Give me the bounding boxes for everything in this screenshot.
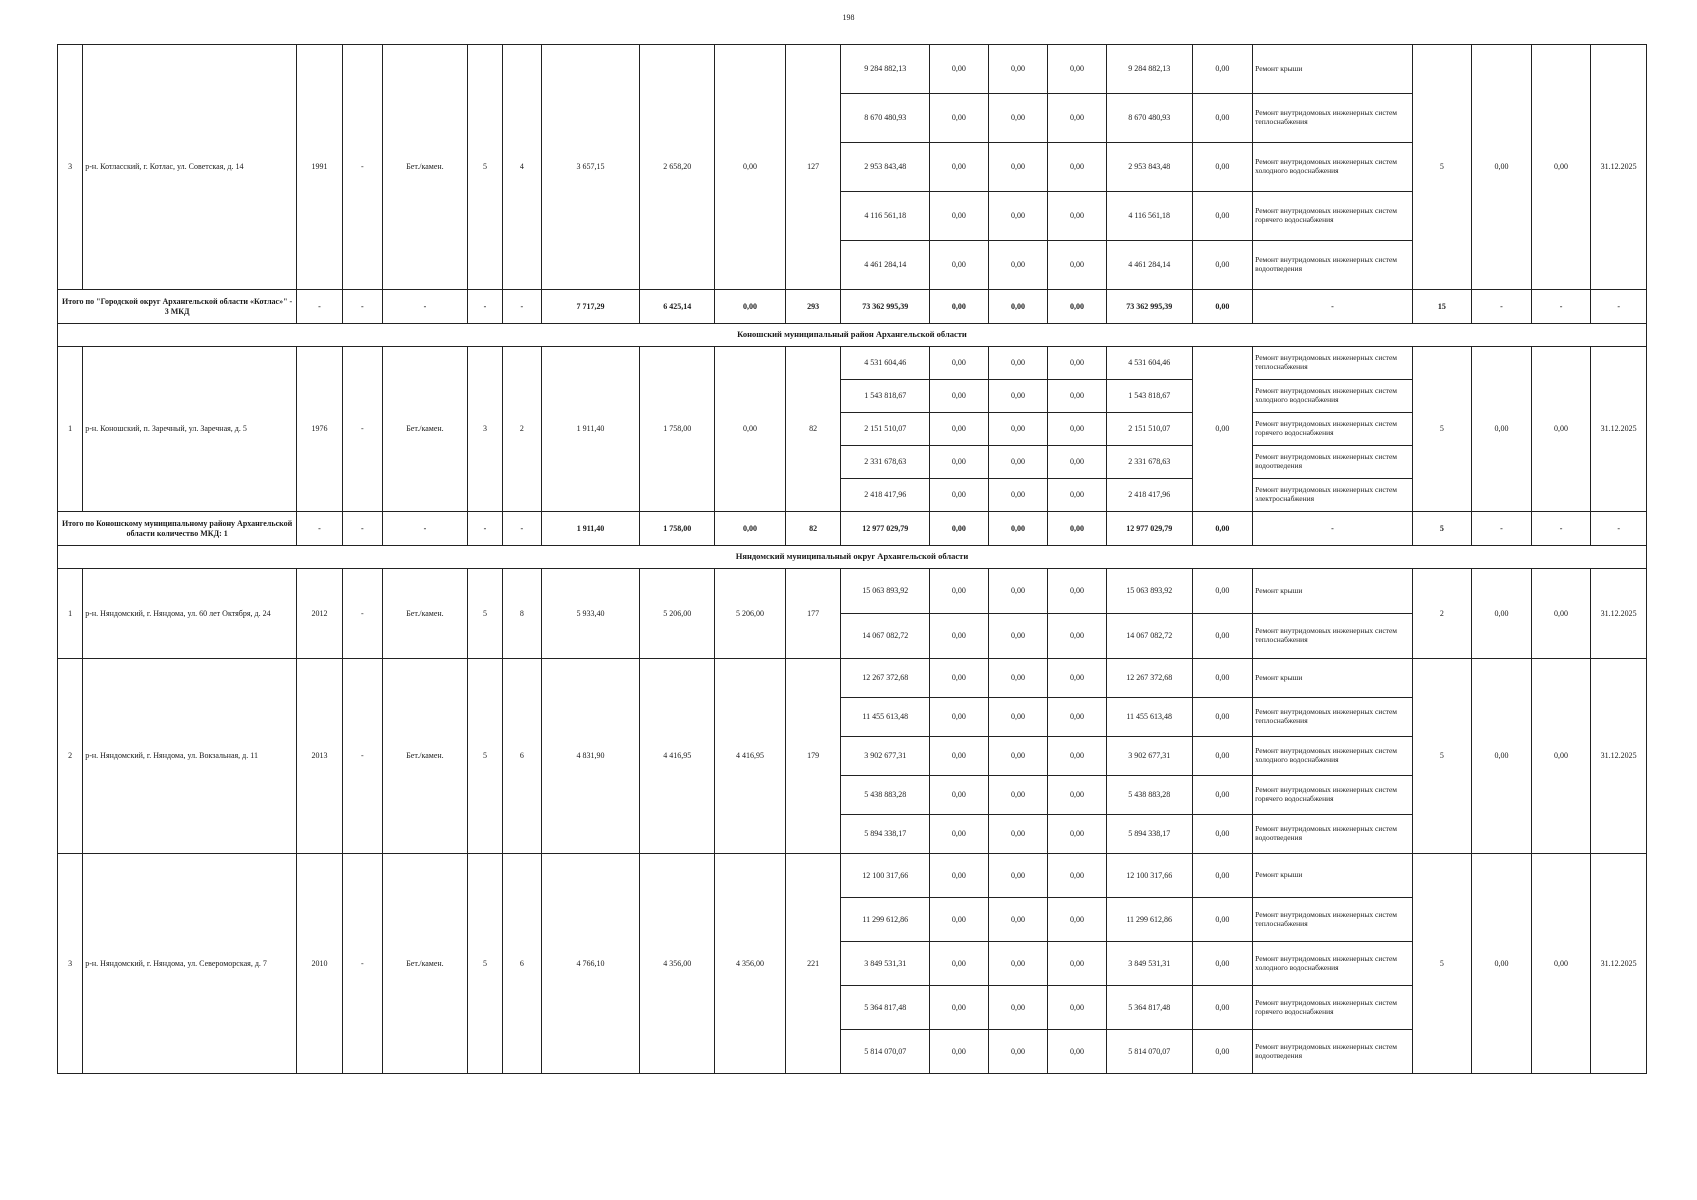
work-total: 2 953 843,48 xyxy=(1106,143,1192,192)
work-total: 2 331 678,63 xyxy=(1106,446,1192,479)
work-total: 14 067 082,72 xyxy=(1106,614,1192,659)
work-a: 0,00 xyxy=(930,380,989,413)
work-total: 5 438 883,28 xyxy=(1106,776,1192,815)
work-row xyxy=(58,854,1647,898)
house-area-total: 1 911,40 xyxy=(541,347,640,512)
total-a: 0,00 xyxy=(930,290,989,324)
house-cost-b: 0,00 xyxy=(1531,659,1591,854)
house-deadline: 31.12.2025 xyxy=(1591,854,1647,1074)
work-d: 0,00 xyxy=(1192,143,1253,192)
work-cost: 1 543 818,67 xyxy=(841,380,930,413)
work-cost: 12 267 372,68 xyxy=(841,659,930,698)
work-name: Ремонт внутридомовых инженерных систем горячего водоснабжения xyxy=(1253,192,1413,241)
work-a: 0,00 xyxy=(930,986,989,1030)
house-number: 1 xyxy=(58,347,83,512)
total-c: 0,00 xyxy=(1048,290,1107,324)
work-total: 2 151 510,07 xyxy=(1106,413,1192,446)
work-a: 0,00 xyxy=(930,1030,989,1074)
total-dash: - xyxy=(383,290,468,324)
work-cost: 3 849 531,31 xyxy=(841,942,930,986)
house-dash: - xyxy=(342,854,382,1074)
house-area-total: 4 766,10 xyxy=(541,854,640,1074)
work-d: 0,00 xyxy=(1192,94,1253,143)
house-material: Бет./камен. xyxy=(383,45,468,290)
work-name: Ремонт внутридомовых инженерных систем горячего водоснабжения xyxy=(1253,776,1413,815)
house-area-total: 4 831,90 xyxy=(541,659,640,854)
work-a: 0,00 xyxy=(930,479,989,512)
work-b: 0,00 xyxy=(988,737,1048,776)
work-total: 5 364 817,48 xyxy=(1106,986,1192,1030)
total-dash: - xyxy=(1472,290,1532,324)
work-cost: 5 438 883,28 xyxy=(841,776,930,815)
house-cost-a: 0,00 xyxy=(1472,45,1532,290)
total-dash: - xyxy=(297,512,342,546)
work-d: 0,00 xyxy=(1192,192,1253,241)
house-deadline: 31.12.2025 xyxy=(1591,569,1647,659)
house-floors: 3 xyxy=(467,347,502,512)
work-name: Ремонт крыши xyxy=(1253,569,1413,614)
total-row xyxy=(58,290,1647,324)
work-b: 0,00 xyxy=(988,413,1048,446)
work-name: Ремонт внутридомовых инженерных систем водоотведения xyxy=(1253,815,1413,854)
work-b: 0,00 xyxy=(988,898,1048,942)
work-b: 0,00 xyxy=(988,698,1048,737)
work-cost: 2 418 417,96 xyxy=(841,479,930,512)
work-d: 0,00 xyxy=(1192,698,1253,737)
total-dash: - xyxy=(1591,290,1647,324)
work-a: 0,00 xyxy=(930,413,989,446)
work-d: 0,00 xyxy=(1192,1030,1253,1074)
work-name: Ремонт внутридомовых инженерных систем водоотведения xyxy=(1253,1030,1413,1074)
house-cost-a: 0,00 xyxy=(1472,659,1532,854)
work-b: 0,00 xyxy=(988,776,1048,815)
work-total: 8 670 480,93 xyxy=(1106,94,1192,143)
total-works-count: 15 xyxy=(1412,290,1472,324)
work-d: 0,00 xyxy=(1192,898,1253,942)
work-total: 4 461 284,14 xyxy=(1106,241,1192,290)
total-sum: 73 362 995,39 xyxy=(1106,290,1192,324)
work-a: 0,00 xyxy=(930,45,989,94)
house-residents: 179 xyxy=(785,659,841,854)
house-area-living: 4 356,00 xyxy=(640,854,715,1074)
house-material: Бет./камен. xyxy=(383,659,468,854)
work-c: 0,00 xyxy=(1048,241,1107,290)
house-area-c: 0,00 xyxy=(715,45,786,290)
work-total: 12 100 317,66 xyxy=(1106,854,1192,898)
house-address: р-н. Няндомский, г. Няндома, ул. Вокзальная, д. 11 xyxy=(83,659,297,854)
work-c: 0,00 xyxy=(1048,347,1107,380)
house-works-count: 5 xyxy=(1412,659,1472,854)
work-b: 0,00 xyxy=(988,94,1048,143)
work-b: 0,00 xyxy=(988,614,1048,659)
work-d: 0,00 xyxy=(1192,737,1253,776)
house-address: р-н. Коношский, п. Заречный, ул. Заречная, д. 5 xyxy=(83,347,297,512)
work-total: 15 063 893,92 xyxy=(1106,569,1192,614)
house-cost-b: 0,00 xyxy=(1531,347,1591,512)
work-a: 0,00 xyxy=(930,192,989,241)
house-works-count: 2 xyxy=(1412,569,1472,659)
house-entrances: 4 xyxy=(503,45,541,290)
house-number: 3 xyxy=(58,45,83,290)
total-dash: - xyxy=(503,512,541,546)
house-year: 2013 xyxy=(297,659,342,854)
work-name: Ремонт внутридомовых инженерных систем горячего водоснабжения xyxy=(1253,413,1413,446)
house-material: Бет./камен. xyxy=(383,347,468,512)
house-area-living: 1 758,00 xyxy=(640,347,715,512)
work-d: 0,00 xyxy=(1192,45,1253,94)
work-c: 0,00 xyxy=(1048,45,1107,94)
work-cost: 5 814 070,07 xyxy=(841,1030,930,1074)
house-year: 2010 xyxy=(297,854,342,1074)
house-area-c: 4 416,95 xyxy=(715,659,786,854)
work-row xyxy=(58,347,1647,380)
total-dash: - xyxy=(1591,512,1647,546)
work-a: 0,00 xyxy=(930,737,989,776)
house-works-count: 5 xyxy=(1412,854,1472,1074)
house-dash: - xyxy=(342,347,382,512)
total-area-living: 1 758,00 xyxy=(640,512,715,546)
work-name: Ремонт внутридомовых инженерных систем электроснабжения xyxy=(1253,479,1413,512)
work-c: 0,00 xyxy=(1048,898,1107,942)
work-name: Ремонт крыши xyxy=(1253,659,1413,698)
work-b: 0,00 xyxy=(988,446,1048,479)
house-dash: - xyxy=(342,659,382,854)
house-deadline: 31.12.2025 xyxy=(1591,45,1647,290)
work-row xyxy=(58,45,1647,94)
work-cost: 2 151 510,07 xyxy=(841,413,930,446)
work-cost: 15 063 893,92 xyxy=(841,569,930,614)
house-floors: 5 xyxy=(467,45,502,290)
house-residents: 82 xyxy=(785,347,841,512)
work-total: 11 455 613,48 xyxy=(1106,698,1192,737)
work-cost: 5 364 817,48 xyxy=(841,986,930,1030)
work-c: 0,00 xyxy=(1048,380,1107,413)
work-d: 0,00 xyxy=(1192,241,1253,290)
work-a: 0,00 xyxy=(930,614,989,659)
work-b: 0,00 xyxy=(988,986,1048,1030)
work-b: 0,00 xyxy=(988,143,1048,192)
work-b: 0,00 xyxy=(988,241,1048,290)
house-floors: 5 xyxy=(467,854,502,1074)
house-year: 1991 xyxy=(297,45,342,290)
work-c: 0,00 xyxy=(1048,1030,1107,1074)
work-a: 0,00 xyxy=(930,347,989,380)
work-c: 0,00 xyxy=(1048,942,1107,986)
work-total: 9 284 882,13 xyxy=(1106,45,1192,94)
house-cost-b: 0,00 xyxy=(1531,569,1591,659)
work-a: 0,00 xyxy=(930,446,989,479)
work-total: 3 849 531,31 xyxy=(1106,942,1192,986)
work-c: 0,00 xyxy=(1048,659,1107,698)
work-cost: 4 116 561,18 xyxy=(841,192,930,241)
house-deadline: 31.12.2025 xyxy=(1591,659,1647,854)
capital-repair-table xyxy=(57,44,1647,1074)
total-dash: - xyxy=(1531,290,1591,324)
work-b: 0,00 xyxy=(988,1030,1048,1074)
total-cost: 73 362 995,39 xyxy=(841,290,930,324)
total-label: Итого по Коношскому муниципальному району Архангельской области количество МКД: 1 xyxy=(58,512,297,546)
total-residents: 82 xyxy=(785,512,841,546)
total-work-dash: - xyxy=(1253,290,1413,324)
work-name: Ремонт внутридомовых инженерных систем водоотведения xyxy=(1253,241,1413,290)
work-d: 0,00 xyxy=(1192,569,1253,614)
total-area: 1 911,40 xyxy=(541,512,640,546)
work-cost: 2 953 843,48 xyxy=(841,143,930,192)
house-dash: - xyxy=(342,45,382,290)
work-row xyxy=(58,569,1647,614)
work-name: Ремонт внутридомовых инженерных систем теплоснабжения xyxy=(1253,614,1413,659)
total-b: 0,00 xyxy=(988,512,1048,546)
work-name: Ремонт внутридомовых инженерных систем теплоснабжения xyxy=(1253,347,1413,380)
house-material: Бет./камен. xyxy=(383,854,468,1074)
work-cost: 3 902 677,31 xyxy=(841,737,930,776)
total-area-c: 0,00 xyxy=(715,512,786,546)
work-a: 0,00 xyxy=(930,815,989,854)
house-area-total: 3 657,15 xyxy=(541,45,640,290)
section-title: Няндомский муниципальный округ Архангельской области xyxy=(58,546,1647,569)
work-d: 0,00 xyxy=(1192,942,1253,986)
work-cost: 12 100 317,66 xyxy=(841,854,930,898)
work-name: Ремонт крыши xyxy=(1253,45,1413,94)
work-c: 0,00 xyxy=(1048,815,1107,854)
work-name: Ремонт внутридомовых инженерных систем водоотведения xyxy=(1253,446,1413,479)
work-c: 0,00 xyxy=(1048,737,1107,776)
page-number: 198 xyxy=(842,13,855,22)
house-address: р-н. Няндомский, г. Няндома, ул. 60 лет Октября, д. 24 xyxy=(83,569,297,659)
house-cost-a: 0,00 xyxy=(1472,569,1532,659)
work-c: 0,00 xyxy=(1048,192,1107,241)
work-cost: 4 531 604,46 xyxy=(841,347,930,380)
total-dash: - xyxy=(383,512,468,546)
house-area-total: 5 933,40 xyxy=(541,569,640,659)
work-a: 0,00 xyxy=(930,143,989,192)
work-d: 0,00 xyxy=(1192,614,1253,659)
work-c: 0,00 xyxy=(1048,986,1107,1030)
house-residents: 127 xyxy=(785,45,841,290)
work-total: 1 543 818,67 xyxy=(1106,380,1192,413)
work-d: 0,00 xyxy=(1192,347,1253,512)
section-row xyxy=(58,546,1647,569)
house-entrances: 2 xyxy=(503,347,541,512)
house-address: р-н. Няндомский, г. Няндома, ул. Североморская, д. 7 xyxy=(83,854,297,1074)
house-material: Бет./камен. xyxy=(383,569,468,659)
house-number: 1 xyxy=(58,569,83,659)
work-b: 0,00 xyxy=(988,854,1048,898)
work-a: 0,00 xyxy=(930,94,989,143)
work-b: 0,00 xyxy=(988,192,1048,241)
house-works-count: 5 xyxy=(1412,347,1472,512)
total-row xyxy=(58,512,1647,546)
work-b: 0,00 xyxy=(988,942,1048,986)
total-b: 0,00 xyxy=(988,290,1048,324)
work-cost: 14 067 082,72 xyxy=(841,614,930,659)
total-dash: - xyxy=(342,512,382,546)
work-total: 2 418 417,96 xyxy=(1106,479,1192,512)
work-total: 4 531 604,46 xyxy=(1106,347,1192,380)
house-entrances: 8 xyxy=(503,569,541,659)
house-area-c: 0,00 xyxy=(715,347,786,512)
total-area-living: 6 425,14 xyxy=(640,290,715,324)
house-dash: - xyxy=(342,569,382,659)
work-b: 0,00 xyxy=(988,380,1048,413)
work-b: 0,00 xyxy=(988,479,1048,512)
work-c: 0,00 xyxy=(1048,413,1107,446)
work-cost: 9 284 882,13 xyxy=(841,45,930,94)
house-area-c: 4 356,00 xyxy=(715,854,786,1074)
work-cost: 11 455 613,48 xyxy=(841,698,930,737)
house-cost-a: 0,00 xyxy=(1472,347,1532,512)
house-cost-b: 0,00 xyxy=(1531,854,1591,1074)
total-works-count: 5 xyxy=(1412,512,1472,546)
house-year: 1976 xyxy=(297,347,342,512)
total-a: 0,00 xyxy=(930,512,989,546)
section-title: Коношский муниципальный район Архангельской области xyxy=(58,324,1647,347)
house-floors: 5 xyxy=(467,569,502,659)
house-residents: 177 xyxy=(785,569,841,659)
work-name: Ремонт внутридомовых инженерных систем холодного водоснабжения xyxy=(1253,143,1413,192)
work-c: 0,00 xyxy=(1048,698,1107,737)
work-c: 0,00 xyxy=(1048,94,1107,143)
work-total: 11 299 612,86 xyxy=(1106,898,1192,942)
total-dash: - xyxy=(467,512,502,546)
work-a: 0,00 xyxy=(930,569,989,614)
work-total: 12 267 372,68 xyxy=(1106,659,1192,698)
work-cost: 4 461 284,14 xyxy=(841,241,930,290)
work-b: 0,00 xyxy=(988,815,1048,854)
work-cost: 8 670 480,93 xyxy=(841,94,930,143)
work-cost: 2 331 678,63 xyxy=(841,446,930,479)
work-b: 0,00 xyxy=(988,569,1048,614)
house-area-living: 2 658,20 xyxy=(640,45,715,290)
work-cost: 5 894 338,17 xyxy=(841,815,930,854)
work-name: Ремонт внутридомовых инженерных систем холодного водоснабжения xyxy=(1253,942,1413,986)
work-a: 0,00 xyxy=(930,659,989,698)
total-dash: - xyxy=(342,290,382,324)
work-b: 0,00 xyxy=(988,659,1048,698)
total-dash: - xyxy=(1531,512,1591,546)
work-a: 0,00 xyxy=(930,698,989,737)
work-cost: 11 299 612,86 xyxy=(841,898,930,942)
house-area-living: 4 416,95 xyxy=(640,659,715,854)
work-c: 0,00 xyxy=(1048,446,1107,479)
work-name: Ремонт внутридомовых инженерных систем горячего водоснабжения xyxy=(1253,986,1413,1030)
work-c: 0,00 xyxy=(1048,776,1107,815)
total-c: 0,00 xyxy=(1048,512,1107,546)
total-label: Итого по "Городской округ Архангельской области «Котлас»" - 3 МКД xyxy=(58,290,297,324)
section-row xyxy=(58,324,1647,347)
work-total: 5 814 070,07 xyxy=(1106,1030,1192,1074)
house-entrances: 6 xyxy=(503,854,541,1074)
total-dash: - xyxy=(503,290,541,324)
total-dash: - xyxy=(467,290,502,324)
total-work-dash: - xyxy=(1253,512,1413,546)
total-d: 0,00 xyxy=(1192,290,1253,324)
work-name: Ремонт внутридомовых инженерных систем холодного водоснабжения xyxy=(1253,737,1413,776)
work-name: Ремонт внутридомовых инженерных систем теплоснабжения xyxy=(1253,698,1413,737)
work-total: 5 894 338,17 xyxy=(1106,815,1192,854)
work-total: 3 902 677,31 xyxy=(1106,737,1192,776)
house-number: 2 xyxy=(58,659,83,854)
work-row xyxy=(58,659,1647,698)
work-name: Ремонт внутридомовых инженерных систем теплоснабжения xyxy=(1253,898,1413,942)
total-dash: - xyxy=(1472,512,1532,546)
house-address: р-н. Котласский, г. Котлас, ул. Советская, д. 14 xyxy=(83,45,297,290)
house-works-count: 5 xyxy=(1412,45,1472,290)
total-sum: 12 977 029,79 xyxy=(1106,512,1192,546)
work-d: 0,00 xyxy=(1192,776,1253,815)
total-dash: - xyxy=(297,290,342,324)
house-area-c: 5 206,00 xyxy=(715,569,786,659)
work-name: Ремонт внутридомовых инженерных систем теплоснабжения xyxy=(1253,94,1413,143)
work-c: 0,00 xyxy=(1048,854,1107,898)
total-residents: 293 xyxy=(785,290,841,324)
work-c: 0,00 xyxy=(1048,569,1107,614)
total-area-c: 0,00 xyxy=(715,290,786,324)
total-cost: 12 977 029,79 xyxy=(841,512,930,546)
house-cost-a: 0,00 xyxy=(1472,854,1532,1074)
work-a: 0,00 xyxy=(930,898,989,942)
work-d: 0,00 xyxy=(1192,854,1253,898)
total-d: 0,00 xyxy=(1192,512,1253,546)
work-name: Ремонт крыши xyxy=(1253,854,1413,898)
work-c: 0,00 xyxy=(1048,614,1107,659)
house-number: 3 xyxy=(58,854,83,1074)
work-d: 0,00 xyxy=(1192,815,1253,854)
work-b: 0,00 xyxy=(988,347,1048,380)
house-entrances: 6 xyxy=(503,659,541,854)
work-c: 0,00 xyxy=(1048,479,1107,512)
house-residents: 221 xyxy=(785,854,841,1074)
house-deadline: 31.12.2025 xyxy=(1591,347,1647,512)
work-a: 0,00 xyxy=(930,854,989,898)
house-floors: 5 xyxy=(467,659,502,854)
work-d: 0,00 xyxy=(1192,986,1253,1030)
work-a: 0,00 xyxy=(930,241,989,290)
work-name: Ремонт внутридомовых инженерных систем холодного водоснабжения xyxy=(1253,380,1413,413)
house-cost-b: 0,00 xyxy=(1531,45,1591,290)
work-total: 4 116 561,18 xyxy=(1106,192,1192,241)
work-c: 0,00 xyxy=(1048,143,1107,192)
work-d: 0,00 xyxy=(1192,659,1253,698)
work-a: 0,00 xyxy=(930,776,989,815)
house-area-living: 5 206,00 xyxy=(640,569,715,659)
house-year: 2012 xyxy=(297,569,342,659)
work-b: 0,00 xyxy=(988,45,1048,94)
work-a: 0,00 xyxy=(930,942,989,986)
total-area: 7 717,29 xyxy=(541,290,640,324)
